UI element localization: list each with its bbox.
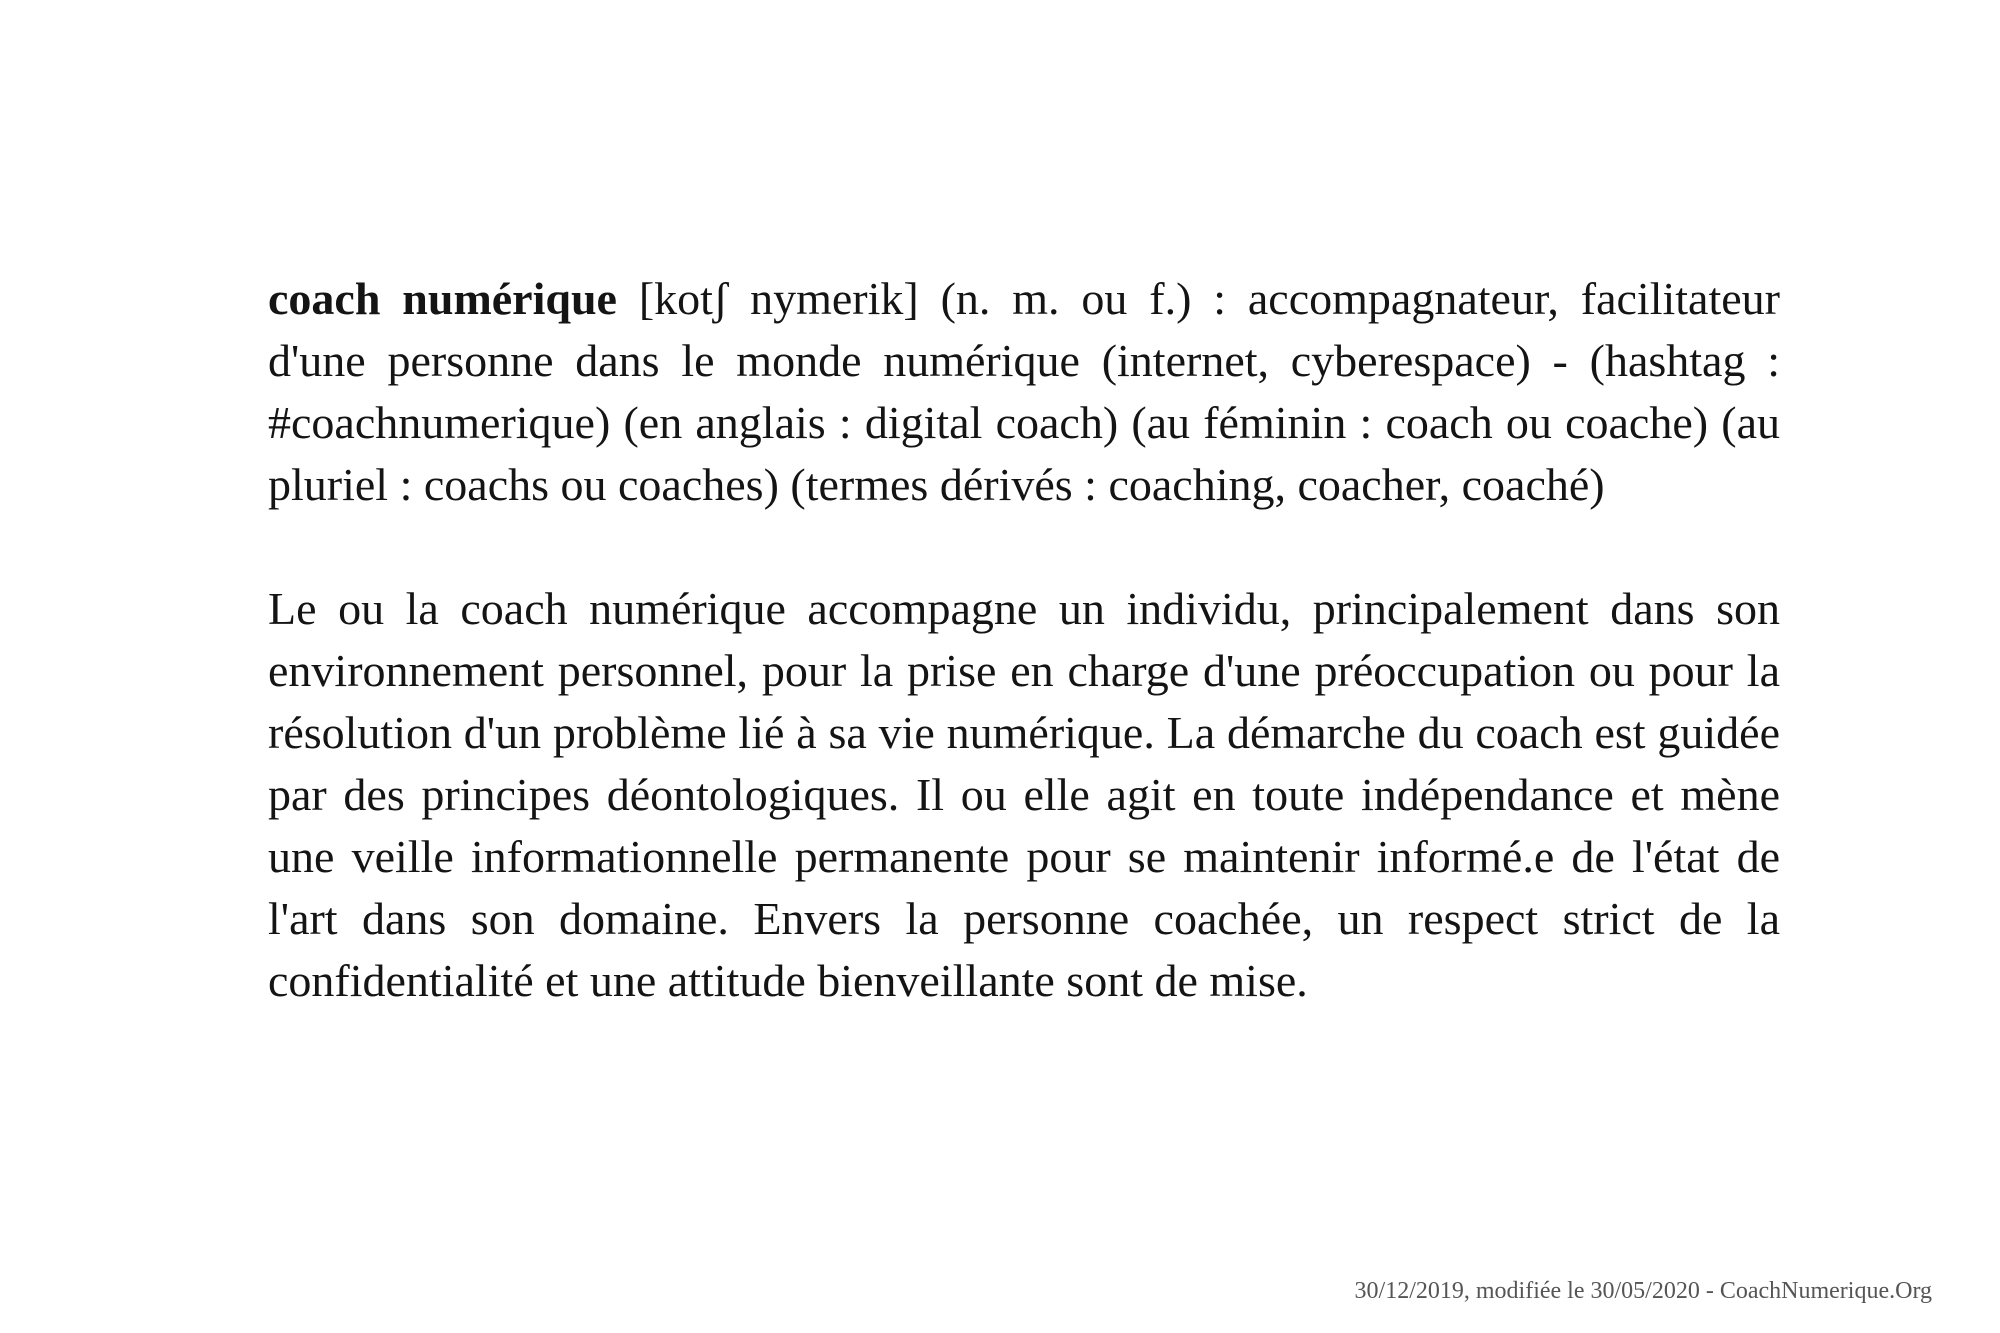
definition-paragraph (268, 268, 1780, 516)
definition-gloss: : accompagnateur, facilitateur d'une personne dans le monde numérique (internet, cyberespace) - (hashtag : #coachnumerique) (en anglais : digital coach) (au féminin : coach ou coache) (au pluriel : coachs ou coaches) (termes dérivés : coaching, coacher, coaché) (268, 273, 1780, 510)
document-body (268, 268, 1780, 1012)
definition-term: coach numérique (268, 273, 617, 324)
footer-attribution: 30/12/2019, modifiée le 30/05/2020 - CoachNumerique.Org (1354, 1278, 1932, 1304)
definition-grammar: (n. m. ou f.) (940, 273, 1192, 324)
definition-pronunciation: [kotʃ nymerik] (638, 273, 919, 324)
description-paragraph: Le ou la coach numérique accompagne un individu, principalement dans son environnement personnel, pour la prise en charge d'une préoccupation ou pour la résolution d'un problème lié à sa vie numérique. La démarche du coach est guidée par des principes déontologiques. Il ou elle agit en toute indépendance et mène une veille informationnelle permanente pour se maintenir informé.e de l'état de l'art dans son domaine. Envers la personne coachée, un respect strict de la confidentialité et une attitude bienveillante sont de mise. (268, 583, 1780, 1006)
